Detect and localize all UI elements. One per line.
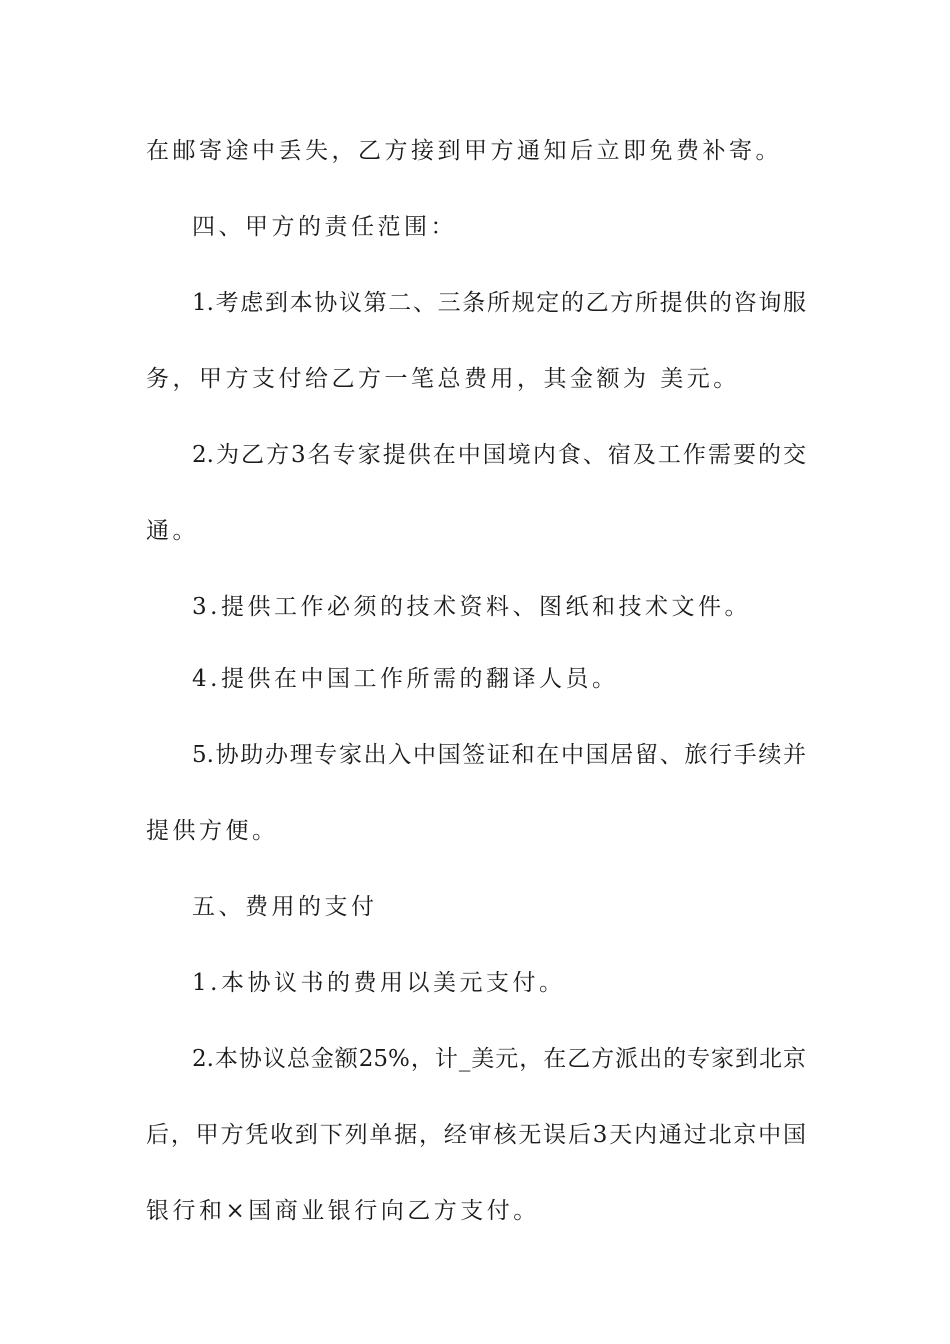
list-item: 4.提供在中国工作所需的翻译人员。 bbox=[192, 666, 619, 692]
list-item: 3.提供工作必须的技术资料、图纸和技术文件。 bbox=[192, 594, 751, 620]
paragraph-line: 后，甲方凭收到下列单据，经审核无误后3天内通过北京中国 bbox=[146, 1122, 806, 1148]
list-item: 2.本协议总金额25%，计_美元，在乙方派出的专家到北京 bbox=[192, 1046, 806, 1072]
section-heading: 四、甲方的责任范围： bbox=[192, 214, 457, 240]
list-item: 1.本协议书的费用以美元支付。 bbox=[192, 970, 566, 996]
list-item: 2.为乙方3名专家提供在中国境内食、宿及工作需要的交 bbox=[192, 442, 806, 468]
list-item: 5.协助办理专家出入中国签证和在中国居留、旅行手续并 bbox=[192, 742, 806, 768]
paragraph-line: 提供方便。 bbox=[146, 818, 279, 844]
paragraph-line: 银行和×国商业银行向乙方支付。 bbox=[146, 1198, 540, 1224]
paragraph-line: 务，甲方支付给乙方一笔总费用，其金额为 美元。 bbox=[146, 366, 740, 392]
section-heading: 五、费用的支付 bbox=[192, 894, 378, 920]
paragraph-line: 通。 bbox=[146, 518, 199, 544]
list-item: 1.考虑到本协议第二、三条所规定的乙方所提供的咨询服 bbox=[192, 290, 806, 316]
paragraph-line: 在邮寄途中丢失，乙方接到甲方通知后立即免费补寄。 bbox=[146, 138, 782, 164]
